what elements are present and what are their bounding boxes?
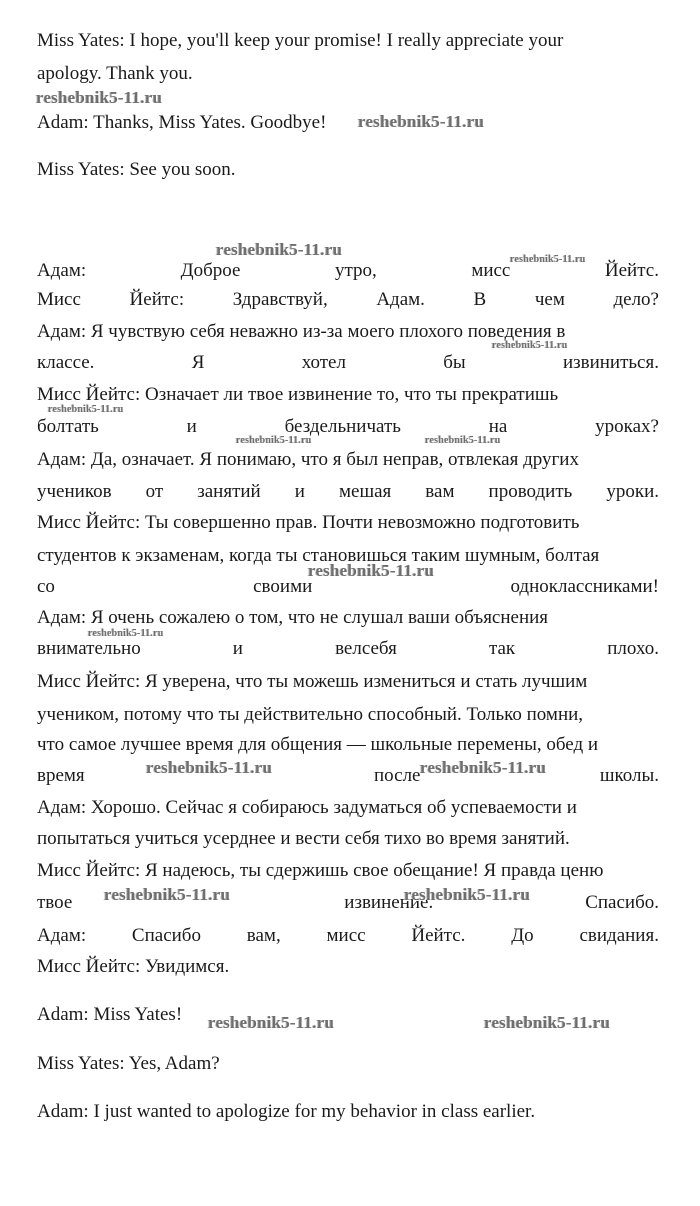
translation-line: Мисс Йейтс: Здравствуй, Адам. В чем дело? [37, 289, 659, 310]
watermark: reshebnik5-11.ru [308, 561, 435, 580]
watermark: reshebnik5-11.ru [420, 758, 547, 777]
dialogue-line: Miss Yates: I hope, you'll keep your promise! I really appreciate your [37, 30, 564, 51]
translation-line: что самое лучшее время для общения — школьные перемены, обед и [37, 734, 599, 755]
watermark: reshebnik5-11.ru [146, 758, 273, 777]
watermark: reshebnik5-11.ru [425, 435, 501, 446]
translation-line: Адам: Доброе утро, мисс Йейтс. [37, 260, 659, 281]
watermark: reshebnik5-11.ru [236, 435, 312, 446]
dialogue-line: Adam: Miss Yates! [37, 1004, 183, 1025]
translation-line: Адам: Да, означает. Я понимаю, что я был неправ, отвлекая других [37, 449, 579, 470]
watermark: reshebnik5-11.ru [208, 1013, 335, 1032]
translation-line: внимательно и велсебя так плохо. [37, 638, 659, 659]
dialogue-line: Miss Yates: Yes, Adam? [37, 1053, 220, 1074]
translation-line: Адам: Я очень сожалею о том, что не слушал ваши объяснения [37, 607, 549, 628]
watermark: reshebnik5-11.ru [88, 628, 164, 639]
translation-line: попытаться учиться усерднее и вести себя тихо во время занятий. [37, 828, 570, 849]
watermark: reshebnik5-11.ru [358, 112, 485, 131]
translation-line: твое извинение. Спасибо. [37, 892, 659, 913]
translation-line: Адам: Хорошо. Сейчас я собираюсь задуматься об успеваемости и [37, 797, 577, 818]
translation-line: Мисс Йейтс: Я уверена, что ты можешь измениться и стать лучшим [37, 671, 588, 692]
dialogue-line: Adam: Thanks, Miss Yates. Goodbye! [37, 112, 327, 133]
translation-line: болтать и бездельничать на уроках? [37, 416, 659, 437]
watermark: reshebnik5-11.ru [216, 240, 343, 259]
translation-line: Адам: Я чувствую себя неважно из-за моего плохого поведения в [37, 321, 566, 342]
translation-line: студентов к экзаменам, когда ты становишься таким шумным, болтая [37, 545, 600, 566]
translation-line: со своими одноклассниками! [37, 576, 659, 597]
translation-line: классе. Я хотел бы извиниться. [37, 352, 659, 373]
dialogue-line: Adam: I just wanted to apologize for my behavior in class earlier. [37, 1101, 536, 1122]
translation-line: Адам: Спасибо вам, мисс Йейтс. До свидания. [37, 925, 659, 946]
watermark: reshebnik5-11.ru [510, 254, 586, 265]
watermark: reshebnik5-11.ru [48, 404, 124, 415]
translation-line: Мисс Йейтс: Я надеюсь, ты сдержишь свое обещание! Я правда ценю [37, 860, 604, 881]
dialogue-line: Miss Yates: See you soon. [37, 159, 236, 180]
translation-line: Мисс Йейтс: Увидимся. [37, 956, 230, 977]
dialogue-line: apology. Thank you. [37, 63, 193, 84]
watermark: reshebnik5-11.ru [484, 1013, 611, 1032]
translation-line: Мисс Йейтс: Означает ли твое извинение то, что ты прекратишь [37, 384, 559, 405]
translation-line: Мисс Йейтс: Ты совершенно прав. Почти невозможно подготовить [37, 512, 580, 533]
watermark: reshebnik5-11.ru [404, 885, 531, 904]
translation-line: учеников от занятий и мешая вам проводить уроки. [37, 481, 659, 502]
watermark: reshebnik5-11.ru [104, 885, 231, 904]
watermark: reshebnik5-11.ru [36, 88, 163, 107]
translation-line: учеником, потому что ты действительно способный. Только помни, [37, 704, 584, 725]
watermark: reshebnik5-11.ru [492, 340, 568, 351]
translation-line: время после школы. [37, 765, 659, 786]
